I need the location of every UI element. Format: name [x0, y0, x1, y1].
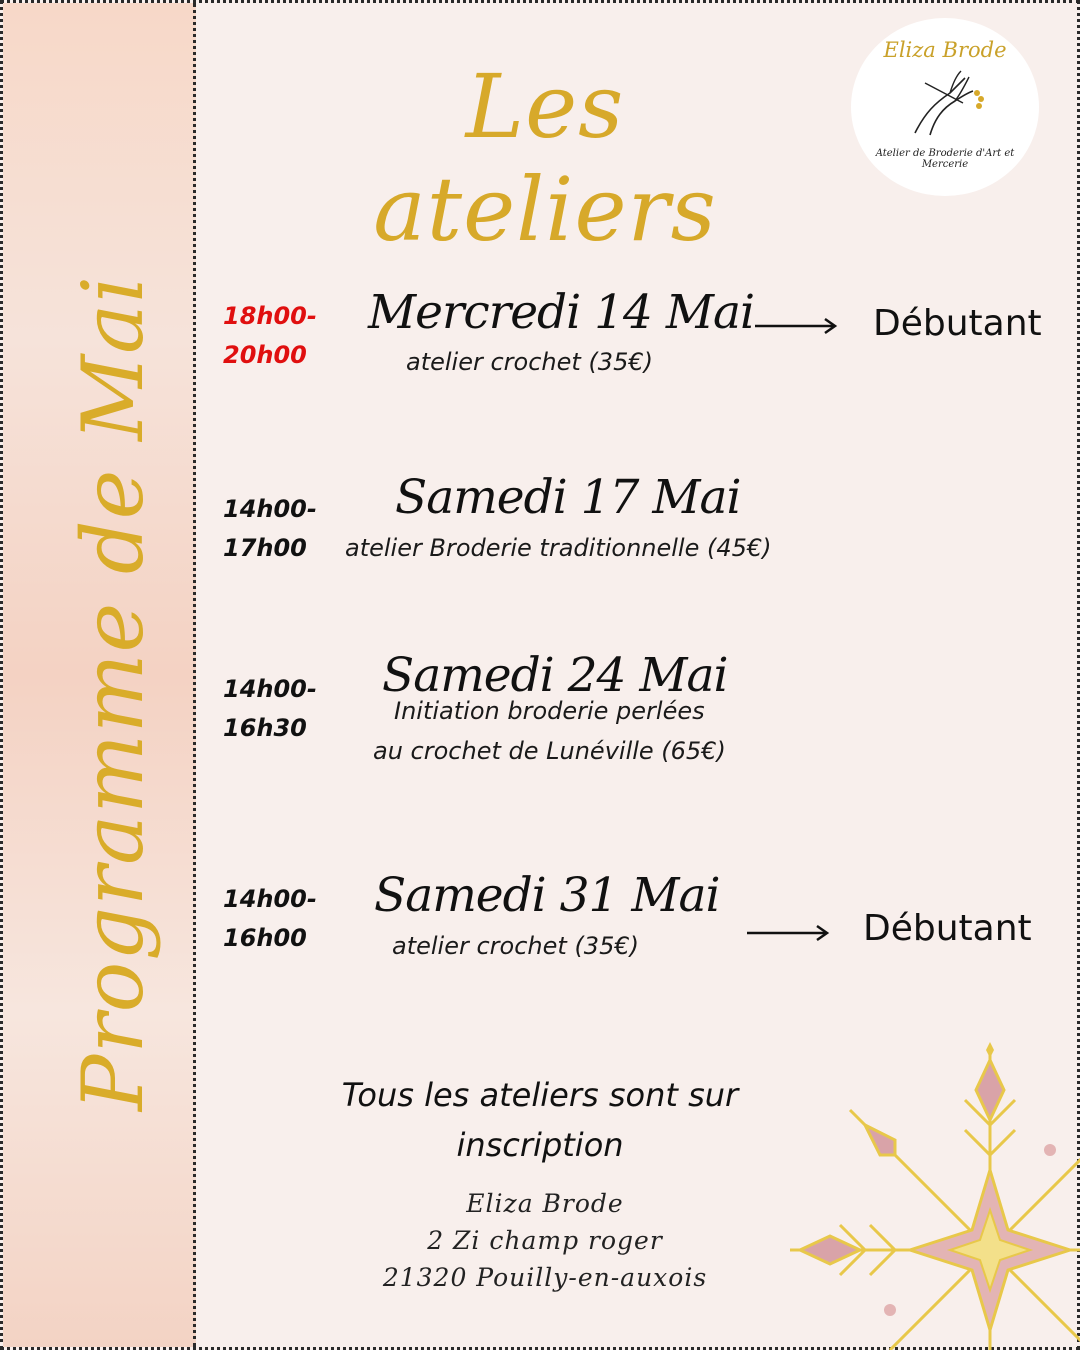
- workshop-desc: atelier crochet (35€): [392, 932, 639, 960]
- address-block: [345, 1185, 745, 1296]
- address-line: 2 Zi champ roger: [427, 1226, 663, 1255]
- registration-note-line: Tous les ateliers sont sur: [341, 1076, 739, 1114]
- workshop-day: Samedi 31 Mai: [374, 868, 720, 923]
- time-start: 18h00-: [223, 302, 317, 330]
- embroidery-hand-icon: [895, 63, 995, 143]
- workshop-time: [223, 297, 317, 375]
- time-end: 16h30: [223, 714, 307, 742]
- workshop-time: [223, 490, 317, 568]
- time-start: 14h00-: [223, 885, 317, 913]
- side-panel: [3, 3, 196, 1347]
- workshop-day: Samedi 17 Mai: [395, 470, 741, 525]
- time-end: 20h00: [223, 341, 307, 369]
- level-label: Débutant: [863, 908, 1032, 949]
- registration-note-line: inscription: [456, 1126, 624, 1164]
- page-title: Les ateliers: [373, 55, 717, 261]
- workshop-desc: au crochet de Lunéville (65€): [373, 737, 726, 765]
- time-start: 14h00-: [223, 675, 317, 703]
- snowflake-icon: [785, 1040, 1080, 1350]
- time-start: 14h00-: [223, 495, 317, 523]
- workshop-day: Samedi 24 Mai: [382, 648, 728, 703]
- time-end: 17h00: [223, 534, 307, 562]
- time-end: 16h00: [223, 924, 307, 952]
- workshop-time: [223, 880, 317, 958]
- workshop-desc: Initiation broderie perlées: [394, 697, 705, 725]
- side-title: Programme de Mai: [64, 274, 162, 1112]
- logo-name: Eliza Brode: [883, 38, 1007, 62]
- address-line: 21320 Pouilly-en-auxois: [382, 1263, 708, 1292]
- logo-subtitle: Atelier de Broderie d'Art et Mercerie: [875, 148, 1015, 170]
- registration-note: [300, 1070, 780, 1170]
- workshop-day: Mercredi 14 Mai: [368, 285, 754, 340]
- workshop-desc: atelier Broderie traditionnelle (45€): [345, 534, 772, 562]
- level-label: Débutant: [873, 303, 1042, 344]
- arrow-right-icon: [747, 923, 831, 943]
- logo: [851, 18, 1039, 196]
- workshop-time: [223, 670, 317, 748]
- arrow-right-icon: [755, 316, 839, 336]
- workshop-desc: atelier crochet (35€): [406, 348, 653, 376]
- address-line: Eliza Brode: [466, 1189, 624, 1218]
